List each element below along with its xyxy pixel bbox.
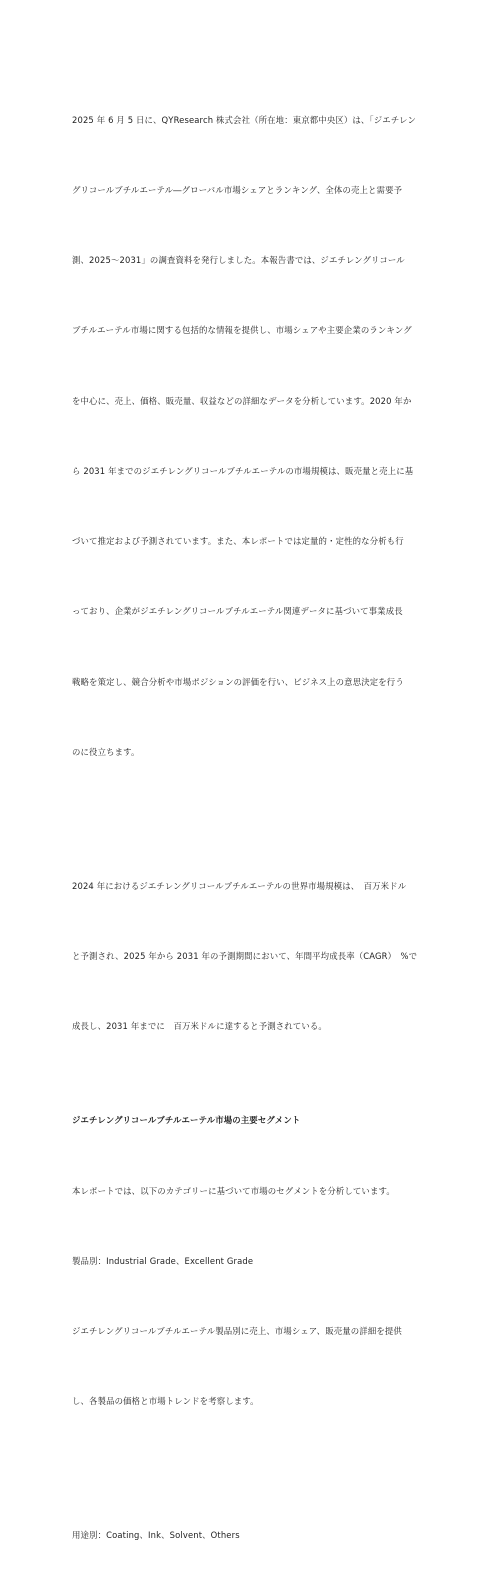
text-line: し、各製品の価格と市場トレンドを考察します。 bbox=[72, 1396, 259, 1407]
application-paragraph bbox=[72, 1478, 412, 1595]
text-line: 成長し、2031 年までに 百万米ドルに達すると予測されている。 bbox=[72, 1021, 327, 1032]
text-line: 本レポートでは、以下のカテゴリーに基づいて市場のセグメントを分析しています。 bbox=[72, 1185, 395, 1196]
text-line: グリコールブチルエーテル―グローバル市場シェアとランキング、全体の売上と需要予 bbox=[72, 185, 403, 196]
text-line: のに役立ちます。 bbox=[72, 746, 140, 757]
text-line: 測、2025～2031」の調査資料を発行しました。本報告書では、ジエチレングリコール bbox=[72, 255, 405, 266]
text-line: と予測され、2025 年から 2031 年の予測期間において、年間平均成長率（CAGR） %で bbox=[72, 951, 418, 962]
text-line: 戦略を策定し、競合分析や市場ポジションの評価を行い、ビジネス上の意思決定を行う bbox=[72, 676, 404, 687]
text-line: 製品別：Industrial Grade、Excellent Grade bbox=[72, 1255, 254, 1266]
text-line: を中心に、売上、価格、販売量、収益などの詳細なデータを分析しています。2020 年か bbox=[72, 395, 412, 406]
text-line: 2024 年におけるジエチレングリコールブチルエーテルの世界市場規模は、 百万米ドル bbox=[72, 880, 407, 891]
section-heading: ジエチレングリコールブチルエーテル市場の主要セグメント bbox=[72, 1115, 301, 1126]
text-line: ジエチレングリコールブチルエーテル製品別に売上、市場シェア、販売量の詳細を提供 bbox=[72, 1326, 402, 1337]
segment-paragraph bbox=[72, 1133, 412, 1461]
text-line: ブチルエーテル市場に関する包括的な情報を提供し、市場シェアや主要企業のランキング bbox=[72, 325, 412, 336]
intro-paragraph bbox=[72, 62, 417, 811]
text-line: 用途別：Coating、Ink、Solvent、Others bbox=[72, 1530, 240, 1541]
text-line: っており、企業がジエチレングリコールブチルエーテル関連データに基づいて事業成長 bbox=[72, 606, 403, 617]
text-line: 2025 年 6 月 5 日に、QYResearch 株式会社（所在地：東京都中央区）は、「ジエチレン bbox=[72, 114, 417, 125]
text-line: づいて推定および予測されています。また、本レポートでは定量的・定性的な分析も行 bbox=[72, 536, 404, 547]
market-size-paragraph bbox=[72, 828, 418, 1085]
text-line: ら 2031 年までのジエチレングリコールブチルエーテルの市場規模は、販売量と売上に基 bbox=[72, 465, 414, 476]
document-body bbox=[72, 62, 418, 1595]
